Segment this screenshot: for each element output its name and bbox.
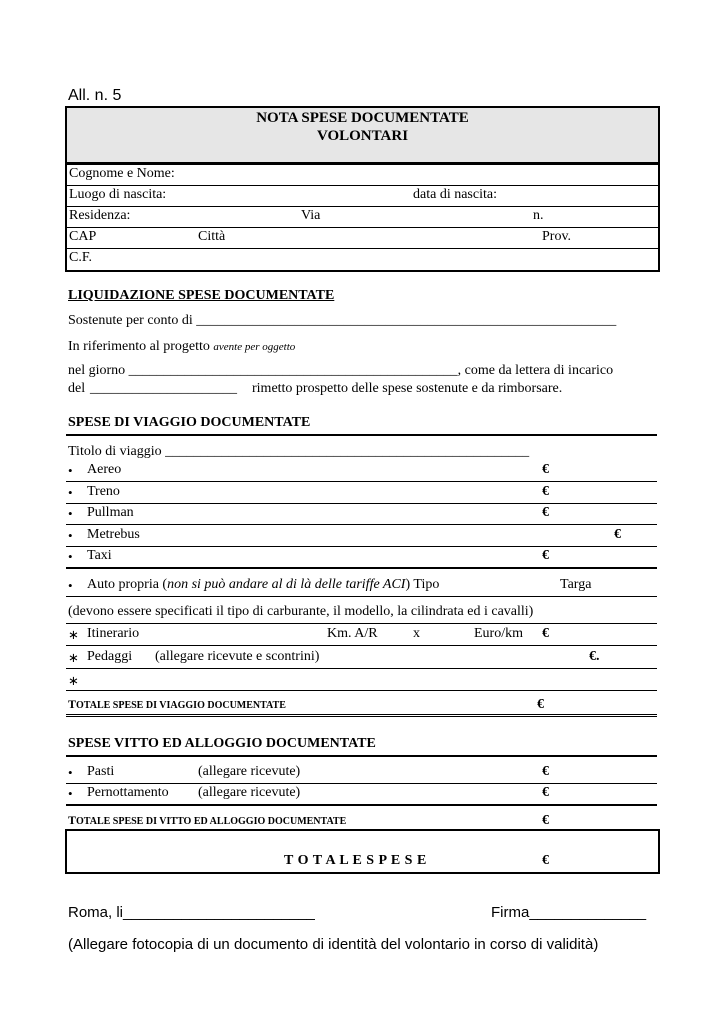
itinerario-label: Itinerario (87, 626, 140, 641)
item-treno: Treno (87, 484, 120, 499)
item-pullman: Pullman (87, 505, 134, 520)
rimetto-text: rimetto prospetto delle spese sostenute e da rimborsare. (252, 381, 563, 396)
via-label: Via (301, 208, 321, 223)
numero-label: n. (533, 208, 544, 223)
bullet: • (68, 485, 73, 500)
times-label: x (413, 626, 420, 641)
euro-totale-viaggio: € (537, 697, 544, 712)
divider (66, 546, 657, 547)
totale-spese-label: T O T A L E S P E S E (284, 853, 427, 868)
divider (66, 567, 657, 569)
cap-label: CAP (69, 229, 97, 244)
divider (66, 596, 657, 597)
totale-vitto-label: TOTALE SPESE DI VITTO ED ALLOGGIO DOCUMENTATE (68, 813, 347, 827)
euro-treno: € (542, 484, 549, 499)
del-blank: _____________________ (90, 381, 237, 396)
euro-aereo: € (542, 462, 549, 477)
divider (66, 503, 657, 504)
cognome-label: Cognome e Nome: (69, 166, 175, 181)
bullet: • (68, 578, 73, 593)
divider (66, 714, 657, 717)
firma-field: Firma______________ (491, 904, 647, 921)
bullet: • (68, 528, 73, 543)
pernottamento-note: (allegare ricevute) (198, 785, 301, 800)
divider (66, 481, 657, 482)
title-line-2: VOLONTARI (316, 128, 409, 144)
viaggio-title: SPESE DI VIAGGIO DOCUMENTATE (68, 415, 311, 430)
euro-taxi: € (542, 548, 549, 563)
totale-viaggio-label: TOTALE SPESE DI VIAGGIO DOCUMENTATE (68, 697, 286, 711)
riferimento-line: In riferimento al progetto avente per oggetto (68, 339, 296, 354)
prov-label: Prov. (542, 229, 572, 244)
title-line-1: NOTA SPESE DOCUMENTATE (256, 110, 469, 126)
pasti-note: (allegare ricevute) (198, 764, 301, 779)
cf-label: C.F. (69, 250, 93, 265)
km-label: Km. A/R (327, 626, 378, 641)
item-aereo: Aereo (87, 462, 122, 477)
carburante-note: (devono essere specificati il tipo di carburante, il modello, la cilindrata ed i cavalli) (68, 604, 534, 619)
divider (66, 434, 657, 436)
euro-metrebus: € (614, 527, 621, 542)
divider (66, 524, 657, 525)
pedaggi-note: (allegare ricevute e scontrini) (155, 649, 320, 664)
bullet: • (68, 463, 73, 478)
bullet: • (68, 765, 73, 780)
liquidazione-title: LIQUIDAZIONE SPESE DOCUMENTATE (68, 288, 335, 303)
euro-pernottamento: € (542, 785, 549, 800)
divider (66, 645, 657, 646)
asterisk: ∗ (68, 650, 79, 665)
divider (66, 755, 657, 757)
data-nascita-label: data di nascita: (413, 187, 497, 202)
divider (66, 668, 657, 669)
residenza-label: Residenza: (69, 208, 131, 223)
roma-date-field: Roma, li_______________________ (68, 904, 315, 921)
auto-propria: Auto propria (non si può andare al di là delle tariffe ACI) Tipo (87, 577, 440, 592)
sostenute-line: Sostenute per conto di ____________________________________________________________ (68, 313, 617, 328)
divider (66, 804, 657, 806)
euro-pasti: € (542, 764, 549, 779)
luogo-label: Luogo di nascita: (69, 187, 167, 202)
divider (66, 690, 657, 691)
giorno-line: nel giorno _______________________________________________, come da lettera di incarico (68, 363, 614, 378)
del-prefix: del (68, 381, 86, 396)
title-box (65, 106, 660, 164)
euro-pedaggi: €. (589, 649, 600, 664)
asterisk: ∗ (68, 673, 79, 688)
divider (66, 623, 657, 624)
allegare-note: (Allegare fotocopia di un documento di identità del volontario in corso di validità) (68, 936, 599, 953)
vitto-title: SPESE VITTO ED ALLOGGIO DOCUMENTATE (68, 736, 376, 751)
citta-label: Città (198, 229, 226, 244)
item-taxi: Taxi (87, 548, 112, 563)
item-metrebus: Metrebus (87, 527, 140, 542)
bullet: • (68, 506, 73, 521)
bullet: • (68, 786, 73, 801)
titolo-viaggio: Titolo di viaggio ____________________________________________________ (68, 444, 530, 459)
pasti-label: Pasti (87, 764, 115, 779)
attachment-number: All. n. 5 (68, 87, 122, 104)
divider (66, 783, 657, 784)
euro-totale-spese: € (542, 853, 549, 868)
euro-km-label: Euro/km (474, 626, 523, 641)
pernottamento-label: Pernottamento (87, 785, 169, 800)
bullet: • (68, 549, 73, 564)
euro-totale-vitto: € (542, 813, 549, 828)
pedaggi-label: Pedaggi (87, 649, 133, 664)
asterisk: ∗ (68, 627, 79, 642)
euro-itinerario: € (542, 626, 549, 641)
euro-pullman: € (542, 505, 549, 520)
targa-label: Targa (560, 577, 592, 592)
